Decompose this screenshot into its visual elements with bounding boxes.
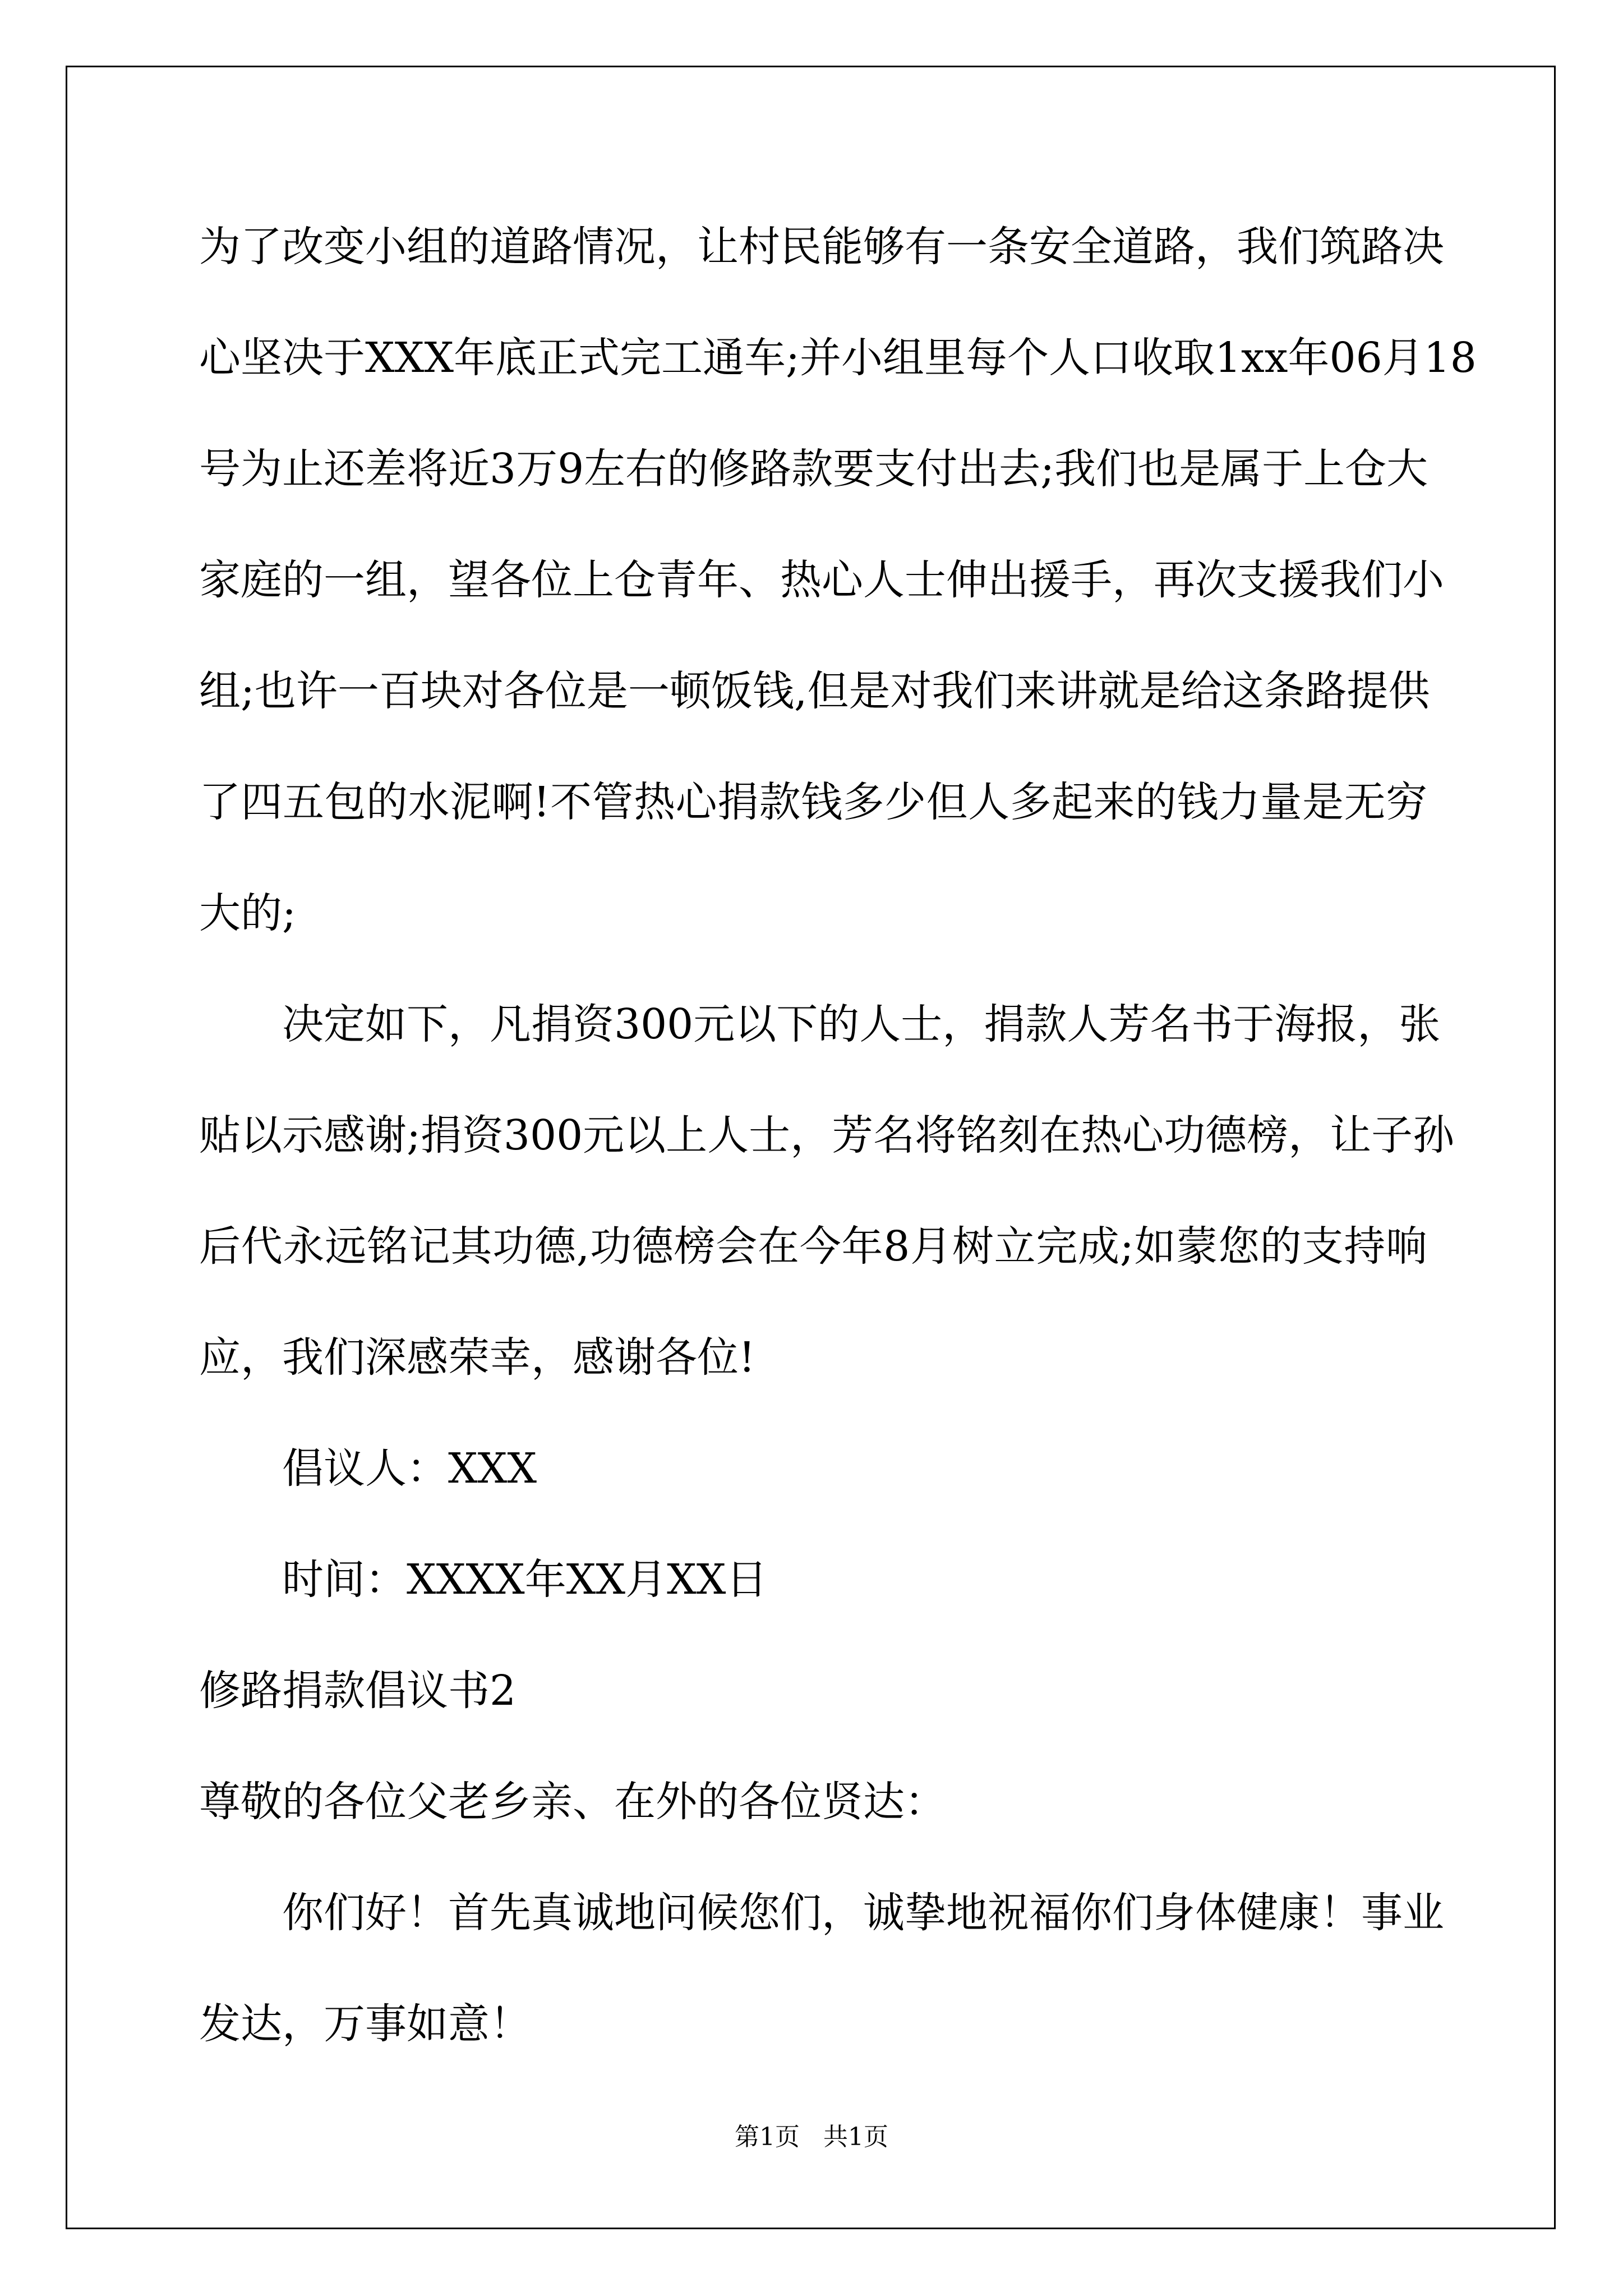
salutation: 尊敬的各位父老乡亲、在外的各位贤达： [199,1778,946,1826]
text-line: 后代永远铭记其功德,功德榜会在今年8月树立完成;如蒙您的支持响 [199,1222,1427,1271]
text-line: 心坚决于XXX年底正式完工通车;并小组里每个人口收取1xx年06月18 [199,334,1477,382]
proposer-line: 倡议人：XXX [282,1444,537,1493]
text-line: 了四五包的水泥啊!不管热心捐款钱多少但人多起来的钱力量是无穷 [199,778,1427,826]
text-line: 大的; [199,889,296,937]
text-line: 号为止还差将近3万9左右的修路款要支付出去;我们也是属于上仓大 [199,445,1428,493]
text-line: 应，我们深感荣幸，感谢各位! [199,1333,755,1382]
text-line: 你们好！首先真诚地问候您们，诚挚地祝福你们身体健康！事业 [282,1889,1444,1937]
text-line: 组;也许一百块对各位是一顿饭钱,但是对我们来讲就是给这条路提供 [199,667,1430,715]
date-line: 时间：XXXX年XX月XX日 [282,1556,768,1604]
page-footer: 第1页 共1页 [735,2123,888,2151]
text-line: 为了改变小组的道路情况，让村民能够有一条安全道路，我们筑路决 [199,223,1444,271]
text-line: 贴以示感谢;捐资300元以上人士，芳名将铭刻在热心功德榜，让子孙 [199,1111,1455,1159]
section-title: 修路捐款倡议书2 [199,1667,517,1715]
text-line: 决定如下，凡捐资300元以下的人士，捐款人芳名书于海报，张 [282,1000,1441,1048]
text-line: 家庭的一组，望各位上仓青年、热心人士伸出援手，再次支援我们小 [199,556,1444,604]
text-line: 发达，万事如意！ [199,2000,531,2048]
